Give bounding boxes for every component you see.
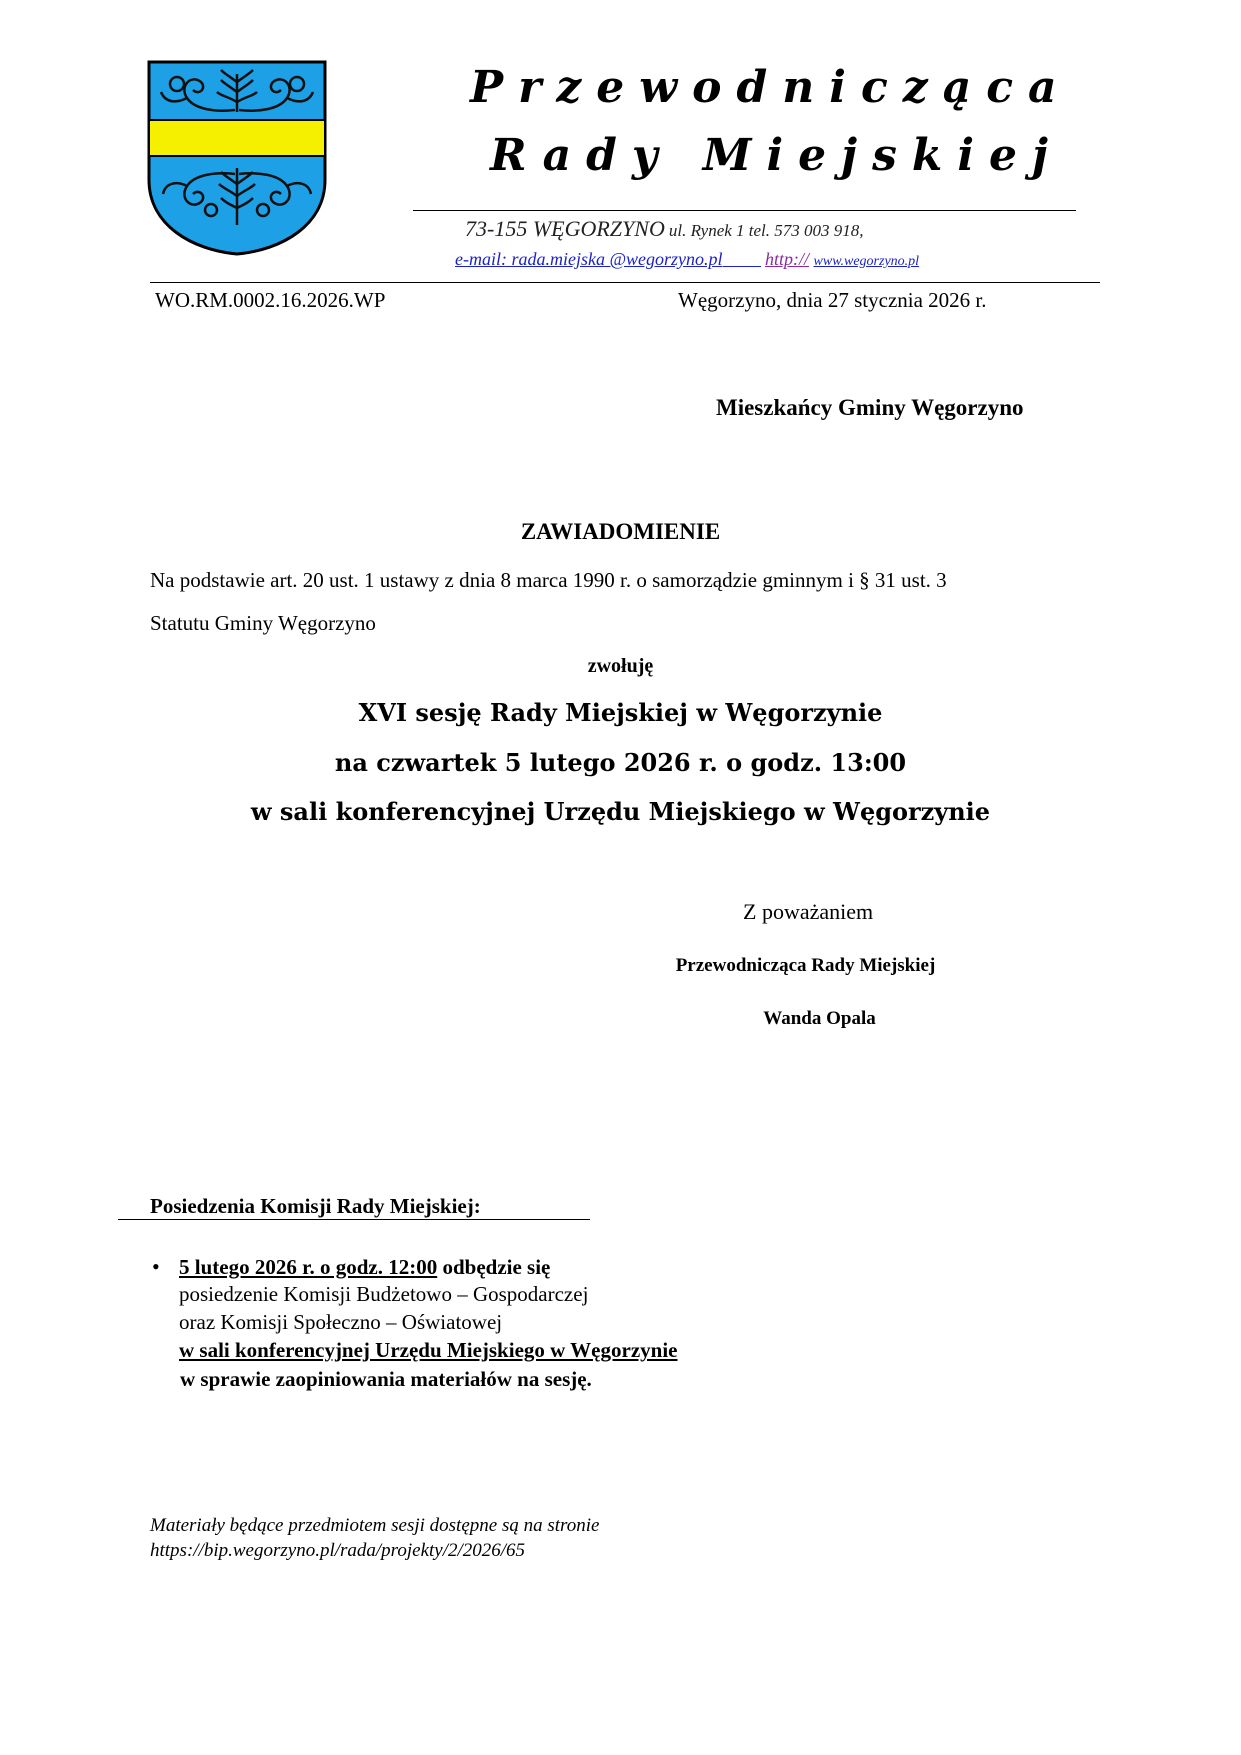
notice-heading: ZAWIADOMIENIE (520, 519, 721, 544)
bullet-icon: • (152, 1254, 160, 1279)
recipient: Mieszkańcy Gminy Węgorzyno (716, 395, 1024, 420)
committee-date-suffix: odbędzie się (437, 1255, 551, 1279)
convene-word: zwołuję (587, 655, 654, 677)
header-address (465, 216, 864, 242)
website-link[interactable]: www.wegorzyno.pl (813, 254, 920, 269)
session-location: w sali konferencyjnej Urzędu Miejskiego w Węgorzynie (250, 797, 991, 826)
address-detail: ul. Rynek 1 tel. 573 003 918, (668, 221, 864, 240)
committee-location: w sali konferencyjnej Urzędu Miejskiego w Węgorzynie (179, 1338, 678, 1362)
committee-date-line (179, 1255, 550, 1280)
header-divider (413, 210, 1076, 211)
email-link[interactable]: e-mail: rada.miejska @wegorzyno.pl (455, 249, 723, 269)
document-date: Węgorzyno, dnia 27 stycznia 2026 r. (678, 288, 987, 312)
reference-number: WO.RM.0002.16.2026.WP (155, 288, 386, 312)
header-title-line2: Rady Miejskiej (490, 130, 1063, 181)
http-link-label[interactable]: http:// (765, 249, 810, 269)
committee-purpose: w sprawie zaopiniowania materiałów na sesję. (180, 1367, 592, 1391)
session-date: na czwartek 5 lutego 2026 r. o godz. 13:00 (334, 748, 907, 777)
committee-line3: oraz Komisji Społeczno – Oświatowej (179, 1310, 503, 1334)
letterhead-divider (150, 282, 1100, 283)
legal-basis-line1: Na podstawie art. 20 ust. 1 ustawy z dnia 8 marca 1990 r. o samorządzie gminnym i § 31 ust. 3 (150, 568, 947, 592)
header-links (455, 249, 919, 270)
signatory-title: Przewodnicząca Rady Miejskiej (675, 955, 936, 976)
materials-note: Materiały będące przedmiotem sesji dostępne są na stronie (150, 1515, 600, 1536)
materials-url[interactable]: https://bip.wegorzyno.pl/rada/projekty/2/2026/65 (150, 1540, 526, 1561)
signatory-name: Wanda Opala (763, 1008, 876, 1029)
session-name: XVI sesję Rady Miejskiej w Węgorzynie (358, 698, 883, 727)
address-main: 73-155 WĘGORZYNO (465, 216, 665, 241)
committee-line2: posiedzenie Komisji Budżetowo – Gospodarczej (179, 1282, 589, 1306)
coat-of-arms-logo (147, 60, 327, 256)
closing-regards: Z poważaniem (743, 899, 874, 924)
committee-date: 5 lutego 2026 r. o godz. 12:00 (179, 1255, 438, 1279)
header-title-line1: Przewodnicząca (470, 62, 1072, 113)
committees-heading: Posiedzenia Komisji Rady Miejskiej: (118, 1194, 590, 1220)
legal-basis-line2: Statutu Gminy Węgorzyno (150, 611, 376, 635)
